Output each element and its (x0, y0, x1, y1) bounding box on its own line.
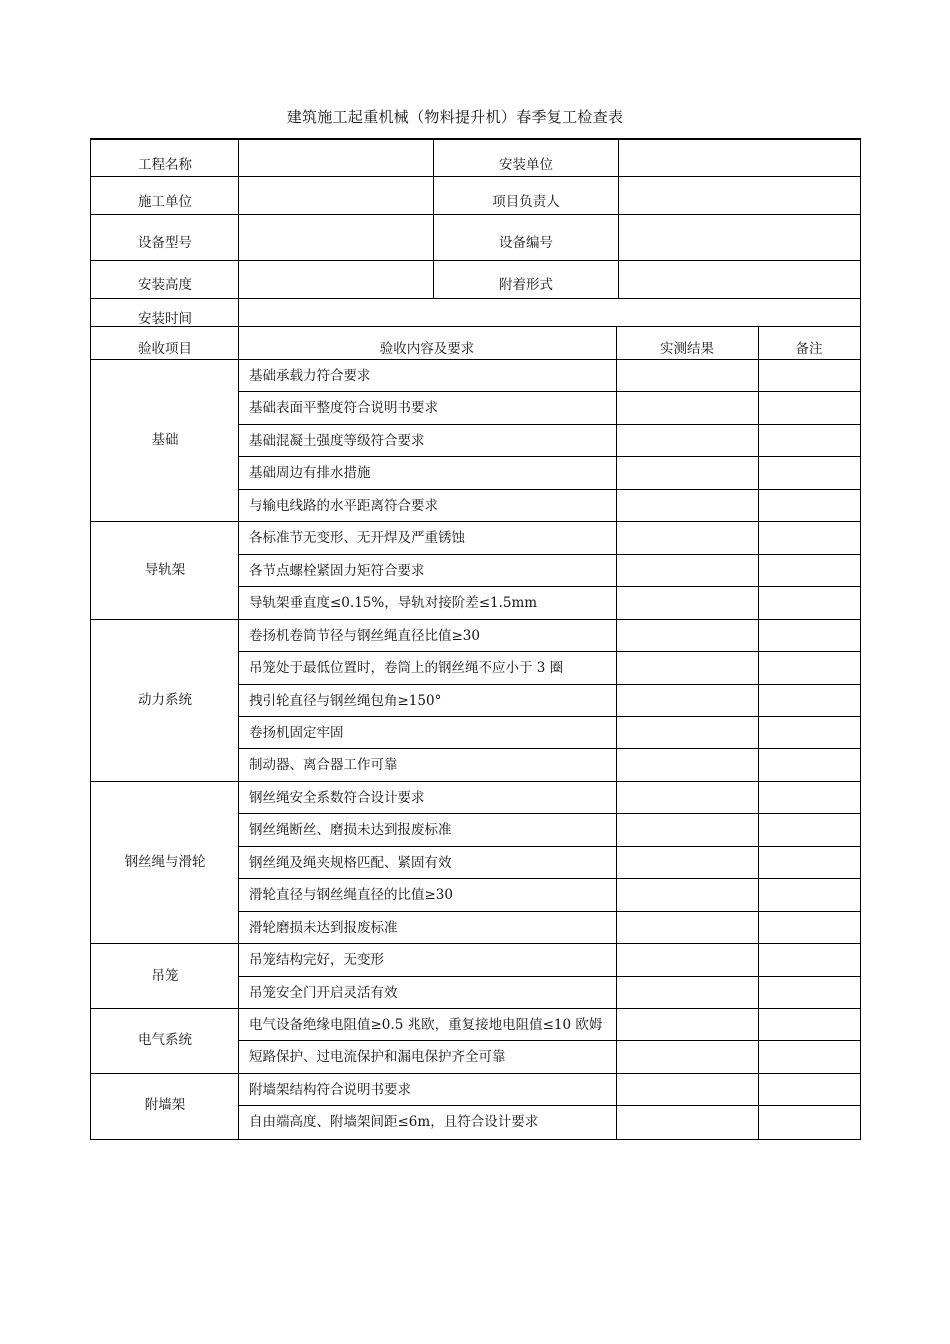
inspection-requirement: 卷扬机固定牢固 (249, 724, 344, 741)
install-time-label: 安装时间 (138, 311, 192, 327)
header-remark: 备注 (795, 341, 823, 357)
column-divider (758, 326, 759, 1139)
row-divider (90, 214, 861, 215)
construction-unit-label: 施工单位 (138, 194, 192, 210)
group-divider (90, 1073, 861, 1074)
page-title: 建筑施工起重机械（物料提升机）春季复工检查表 (286, 108, 624, 126)
inspection-requirement: 导轨架垂直度≤0.15%，导轨对接阶差≤1.5mm (249, 595, 538, 612)
inspection-item-label: 附墙架 (144, 1097, 186, 1114)
install-unit-label: 安装单位 (499, 157, 553, 173)
inspection-requirement: 吊笼结构完好，无变形 (249, 952, 384, 969)
inspection-item-label: 导轨架 (144, 561, 186, 578)
group-divider (90, 781, 861, 782)
inspection-requirement: 自由端高度、附墙架间距≤6m，且符合设计要求 (249, 1114, 539, 1131)
inspection-item-label: 电气系统 (138, 1032, 192, 1049)
column-divider (433, 139, 434, 298)
inspection-requirement: 短路保护、过电流保护和漏电保护齐全可靠 (249, 1049, 506, 1066)
header-item: 验收项目 (138, 341, 192, 357)
inspection-requirement: 吊笼安全门开启灵活有效 (249, 984, 398, 1001)
inspection-requirement: 滑轮磨损未达到报废标准 (249, 919, 398, 936)
install-height-label: 安装高度 (138, 277, 192, 293)
inspection-requirement: 拽引轮直径与钢丝绳包角≥150° (249, 692, 442, 709)
inspection-item-label: 钢丝绳与滑轮 (124, 853, 206, 870)
group-divider (90, 619, 861, 620)
project-manager-label: 项目负责人 (492, 194, 560, 210)
group-divider (90, 1008, 861, 1009)
project-name-label: 工程名称 (138, 157, 192, 173)
inspection-requirement: 制动器、离合器工作可靠 (249, 757, 398, 774)
column-divider (616, 326, 617, 1139)
inspection-requirement: 与输电线路的水平距离符合要求 (249, 497, 438, 514)
row-divider (238, 878, 861, 879)
row-divider (90, 298, 861, 299)
row-divider (238, 1105, 861, 1106)
inspection-requirement: 电气设备绝缘电阻值≥0.5 兆欧，重复接地电阻值≤10 欧姆 (249, 1017, 603, 1033)
column-divider (238, 139, 239, 359)
row-divider (238, 813, 861, 814)
row-divider (238, 911, 861, 912)
header-content: 验收内容及要求 (379, 341, 475, 357)
header-result: 实测结果 (660, 341, 714, 357)
row-divider (238, 651, 861, 652)
row-divider (238, 456, 861, 457)
inspection-requirement: 各节点螺栓紧固力矩符合要求 (249, 562, 425, 579)
inspection-requirement: 滑轮直径与钢丝绳直径的比值≥30 (249, 887, 453, 904)
row-divider (90, 176, 861, 177)
inspection-requirement: 基础混凝土强度等级符合要求 (249, 432, 425, 449)
row-divider (238, 391, 861, 392)
inspection-requirement: 钢丝绳及绳夹规格匹配、紧固有效 (249, 854, 452, 871)
row-divider (238, 846, 861, 847)
inspection-requirement: 钢丝绳安全系数符合设计要求 (249, 789, 425, 806)
row-divider (238, 424, 861, 425)
row-divider (90, 326, 861, 327)
group-divider (90, 521, 861, 522)
inspection-item-label: 吊笼 (151, 967, 179, 984)
row-divider (238, 554, 861, 555)
inspection-item-label: 动力系统 (138, 691, 192, 708)
row-divider (238, 684, 861, 685)
column-divider (618, 139, 619, 298)
column-divider (238, 359, 239, 1139)
inspection-requirement: 吊笼处于最低位置时，卷筒上的钢丝绳不应小于 3 圈 (249, 660, 564, 677)
equipment-model-label: 设备型号 (138, 235, 192, 251)
row-divider (90, 359, 861, 360)
row-divider (238, 586, 861, 587)
row-divider (238, 976, 861, 977)
inspection-requirement: 钢丝绳断丝、磨损未达到报废标准 (249, 822, 452, 839)
inspection-requirement: 基础周边有排水措施 (249, 465, 371, 482)
attachment-form-label: 附着形式 (499, 277, 553, 293)
inspection-requirement: 各标准节无变形、无开焊及严重锈蚀 (249, 530, 465, 547)
group-divider (90, 943, 861, 944)
inspection-requirement: 卷扬机卷筒节径与钢丝绳直径比值≥30 (249, 627, 480, 644)
inspection-requirement: 基础承载力符合要求 (249, 368, 371, 384)
equipment-number-label: 设备编号 (499, 235, 553, 251)
inspection-requirement: 基础表面平整度符合说明书要求 (249, 400, 438, 417)
row-divider (238, 716, 861, 717)
row-divider (90, 260, 861, 261)
inspection-item-label: 基础 (151, 432, 179, 449)
inspection-requirement: 附墙架结构符合说明书要求 (249, 1081, 411, 1098)
row-divider (238, 1040, 861, 1041)
row-divider (238, 489, 861, 490)
row-divider (238, 748, 861, 749)
